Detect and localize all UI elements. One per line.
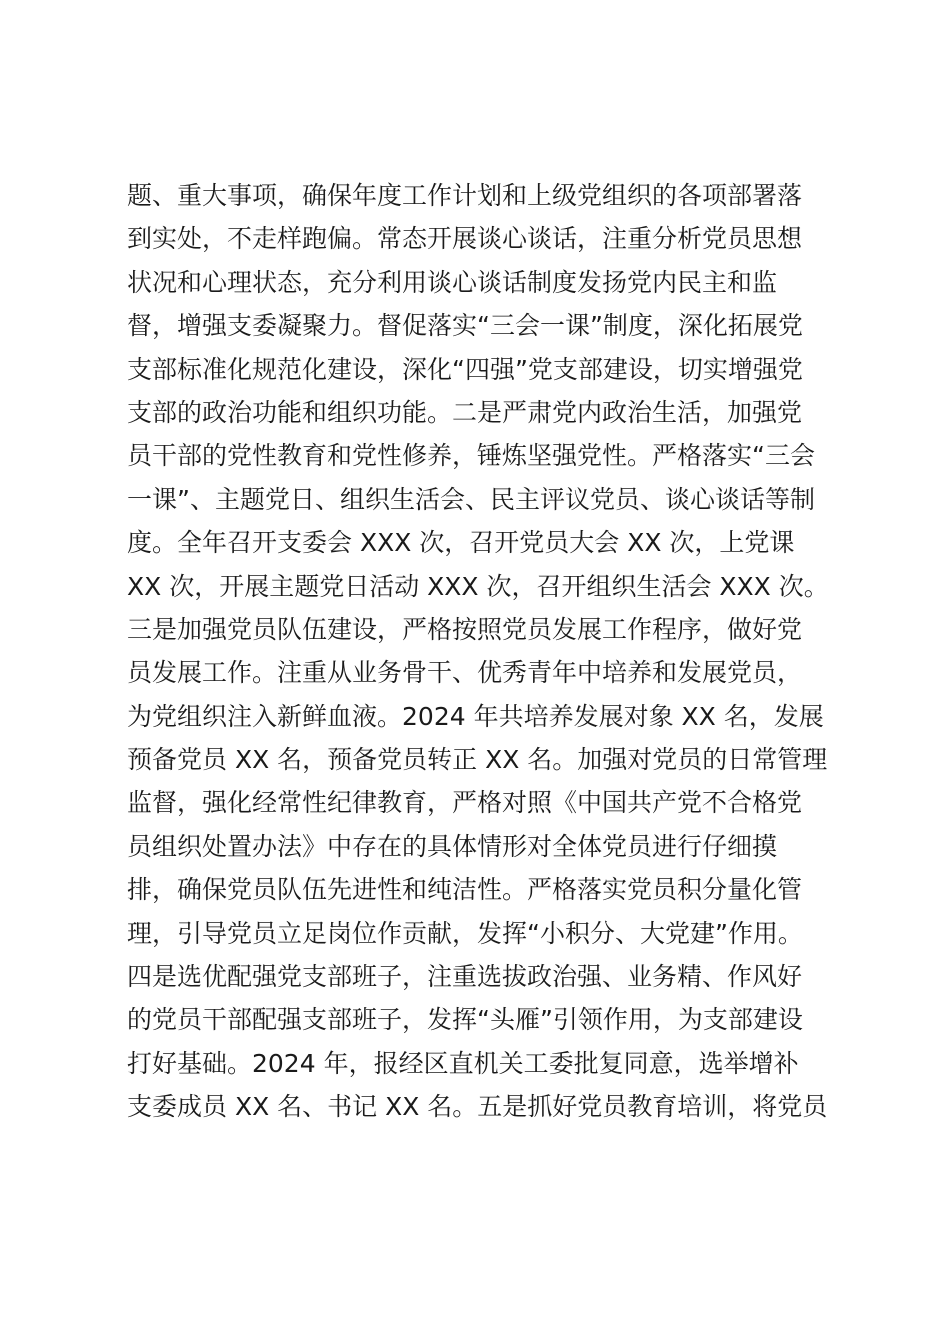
text-line: 四是选优配强党支部班子，注重选拔政治强、业务精、作风好 xyxy=(127,962,803,992)
text-line: 支部的政治功能和组织功能。二是严肃党内政治生活，加强党 xyxy=(127,397,803,427)
text-line: 员干部的党性教育和党性修养，锤炼坚强党性。严格落实“三会 xyxy=(127,441,815,471)
text-line: 状况和心理状态，充分利用谈心谈话制度发扬党内民主和监 xyxy=(127,267,778,297)
text-line: 支委成员 XX 名、书记 XX 名。五是抓好党员教育培训，将党员 xyxy=(127,1092,828,1122)
text-line: 员发展工作。注重从业务骨干、优秀青年中培养和发展党员， xyxy=(127,658,803,688)
text-line: 员组织处置办法》中存在的具体情形对全体党员进行仔细摸 xyxy=(127,831,778,861)
text-line: 题、重大事项，确保年度工作计划和上级党组织的各项部署落 xyxy=(127,181,803,210)
text-line: 为党组织注入新鲜血液。2024 年共培养发展对象 XX 名，发展 xyxy=(127,701,824,731)
text-line: XX 次，开展主题党日活动 XXX 次，召开组织生活会 XXX 次。 xyxy=(127,571,829,601)
text-line: 排，确保党员队伍先进性和纯洁性。严格落实党员积分量化管 xyxy=(127,875,803,905)
text-line: 一课”、主题党日、组织生活会、民主评议党员、谈心谈话等制 xyxy=(127,484,815,514)
body-text xyxy=(127,174,847,1129)
text-line: 预备党员 XX 名，预备党员转正 XX 名。加强对党员的日常管理 xyxy=(127,745,828,775)
text-line: 监督，强化经常性纪律教育，严格对照《中国共产党不合格党 xyxy=(127,788,803,818)
text-line: 三是加强党员队伍建设，严格按照党员发展工作程序，做好党 xyxy=(127,614,803,644)
text-line: 督，增强支委凝聚力。督促落实“三会一课”制度，深化拓展党 xyxy=(127,311,803,341)
text-line: 打好基础。2024 年，报经区直机关工委批复同意，选举增补 xyxy=(127,1048,799,1078)
text-line: 到实处，不走样跑偏。常态开展谈心谈话，注重分析党员思想 xyxy=(127,224,803,254)
text-line: 理，引导党员立足岗位作贡献，发挥“小积分、大党建”作用。 xyxy=(127,918,803,948)
text-line: 的党员干部配强支部班子，发挥“头雁”引领作用，为支部建设 xyxy=(127,1005,803,1035)
text-line: 支部标准化规范化建设，深化“四强”党支部建设，切实增强党 xyxy=(127,354,803,384)
text-line: 度。全年召开支委会 XXX 次，召开党员大会 XX 次，上党课 xyxy=(127,528,795,558)
